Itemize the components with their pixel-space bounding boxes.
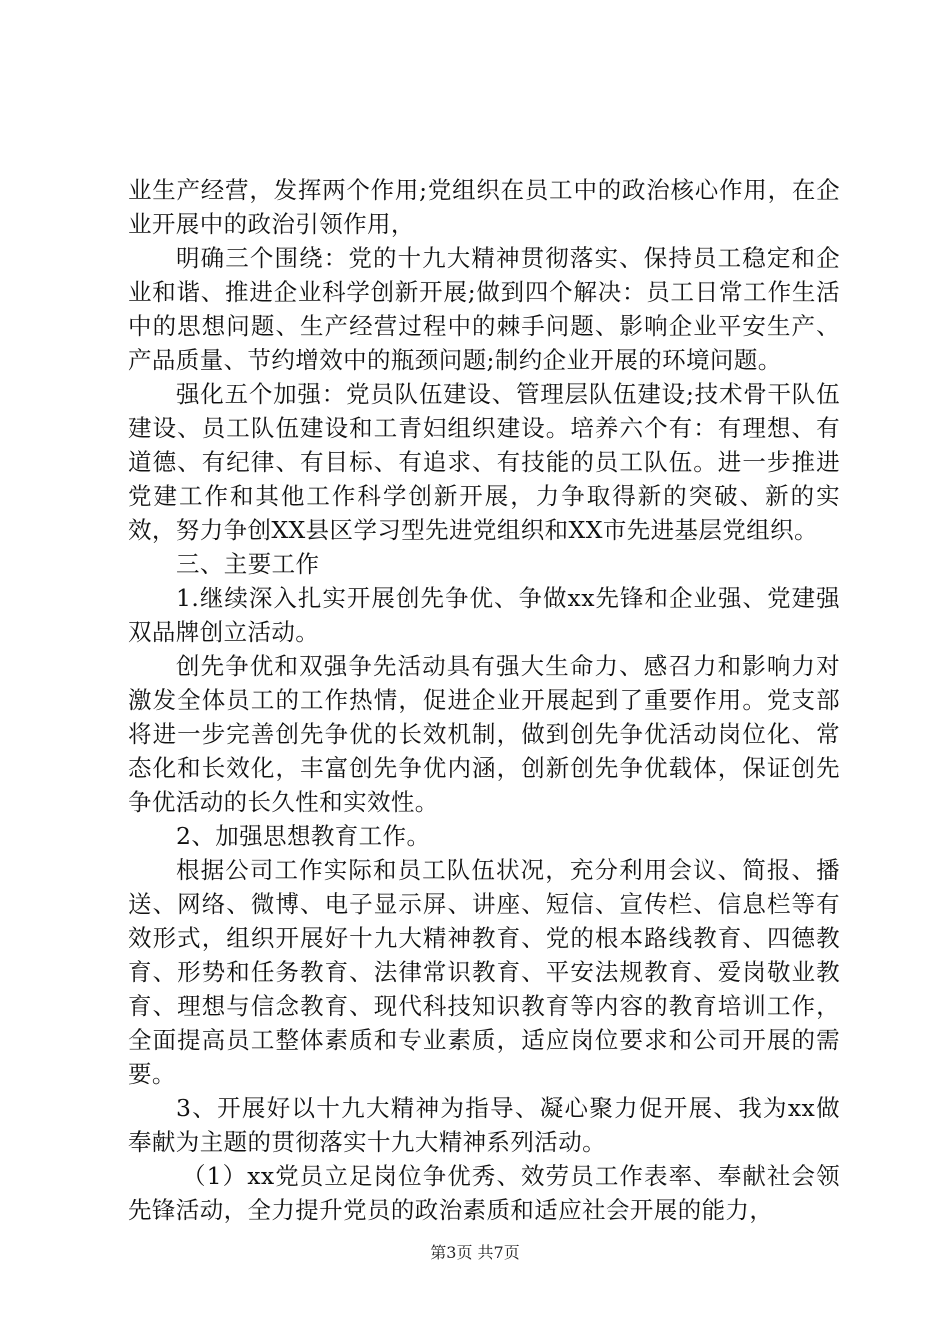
section-heading-main-work: 三、主要工作 [176, 550, 320, 578]
paragraph-ideological-education: 根据公司工作实际和员工队伍状况，充分利用会议、简报、播送、网络、微博、电子显示屏、讲座、短信、宣传栏、信息栏等有效形式，组织开展好十九大精神教育、党的根本路线教育、四德教育、形势和任务教育、法律常识教育、平安法规教育、爱岗敬业教育、理想与信念教育、现代科技知识教育等内容的教育培训工作，全面提高员工整体素质和专业素质，适应岗位要求和公司开展的需要。 [128, 856, 840, 1088]
paragraph-five-strengthenings: 强化五个加强：党员队伍建设、管理层队伍建设;技术骨干队伍建设、员工队伍建设和工青妇组织建设。培养六个有：有理想、有道德、有纪律、有目标、有追求、有技能的员工队伍。进一步推进党建工作和其他工作科学创新开展，力争取得新的突破、新的实效，努力争创XX县区学习型先进党组织和XX市先进基层党组织。 [128, 380, 840, 544]
paragraph-three-focuses: 明确三个围绕：党的十九大精神贯彻落实、保持员工稳定和企业和谐、推进企业科学创新开展;做到四个解决：员工日常工作生活中的思想问题、生产经营过程中的棘手问题、影响企业平安生产、产品质量、节约增效中的瓶颈问题;制约企业开展的环境问题。 [128, 244, 840, 374]
paragraph-continuation: 业生产经营，发挥两个作用;党组织在员工中的政治核心作用，在企业开展中的政治引领作用， [128, 176, 840, 238]
document-body [128, 173, 840, 1227]
sub-item-1: （1）xx党员立足岗位争优秀、效劳员工作表率、奉献社会领先锋活动，全力提升党员的政治素质和适应社会开展的能力， [128, 1162, 840, 1224]
page-footer: 第3页 共7页 [430, 1243, 520, 1262]
item-heading-1: 1.继续深入扎实开展创先争优、争做xx先锋和企业强、党建强双品牌创立活动。 [128, 584, 840, 646]
item-heading-2: 2、加强思想教育工作。 [176, 822, 431, 850]
item-heading-3: 3、开展好以十九大精神为指导、凝心聚力促开展、我为xx做奉献为主题的贯彻落实十九大精神系列活动。 [128, 1094, 840, 1156]
paragraph-excellence-activities: 创先争优和双强争先活动具有强大生命力、感召力和影响力对激发全体员工的工作热情，促进企业开展起到了重要作用。党支部将进一步完善创先争优的长效机制，做到创先争优活动岗位化、常态化和长效化，丰富创先争优内涵，创新创先争优载体，保证创先争优活动的长久性和实效性。 [128, 652, 840, 816]
